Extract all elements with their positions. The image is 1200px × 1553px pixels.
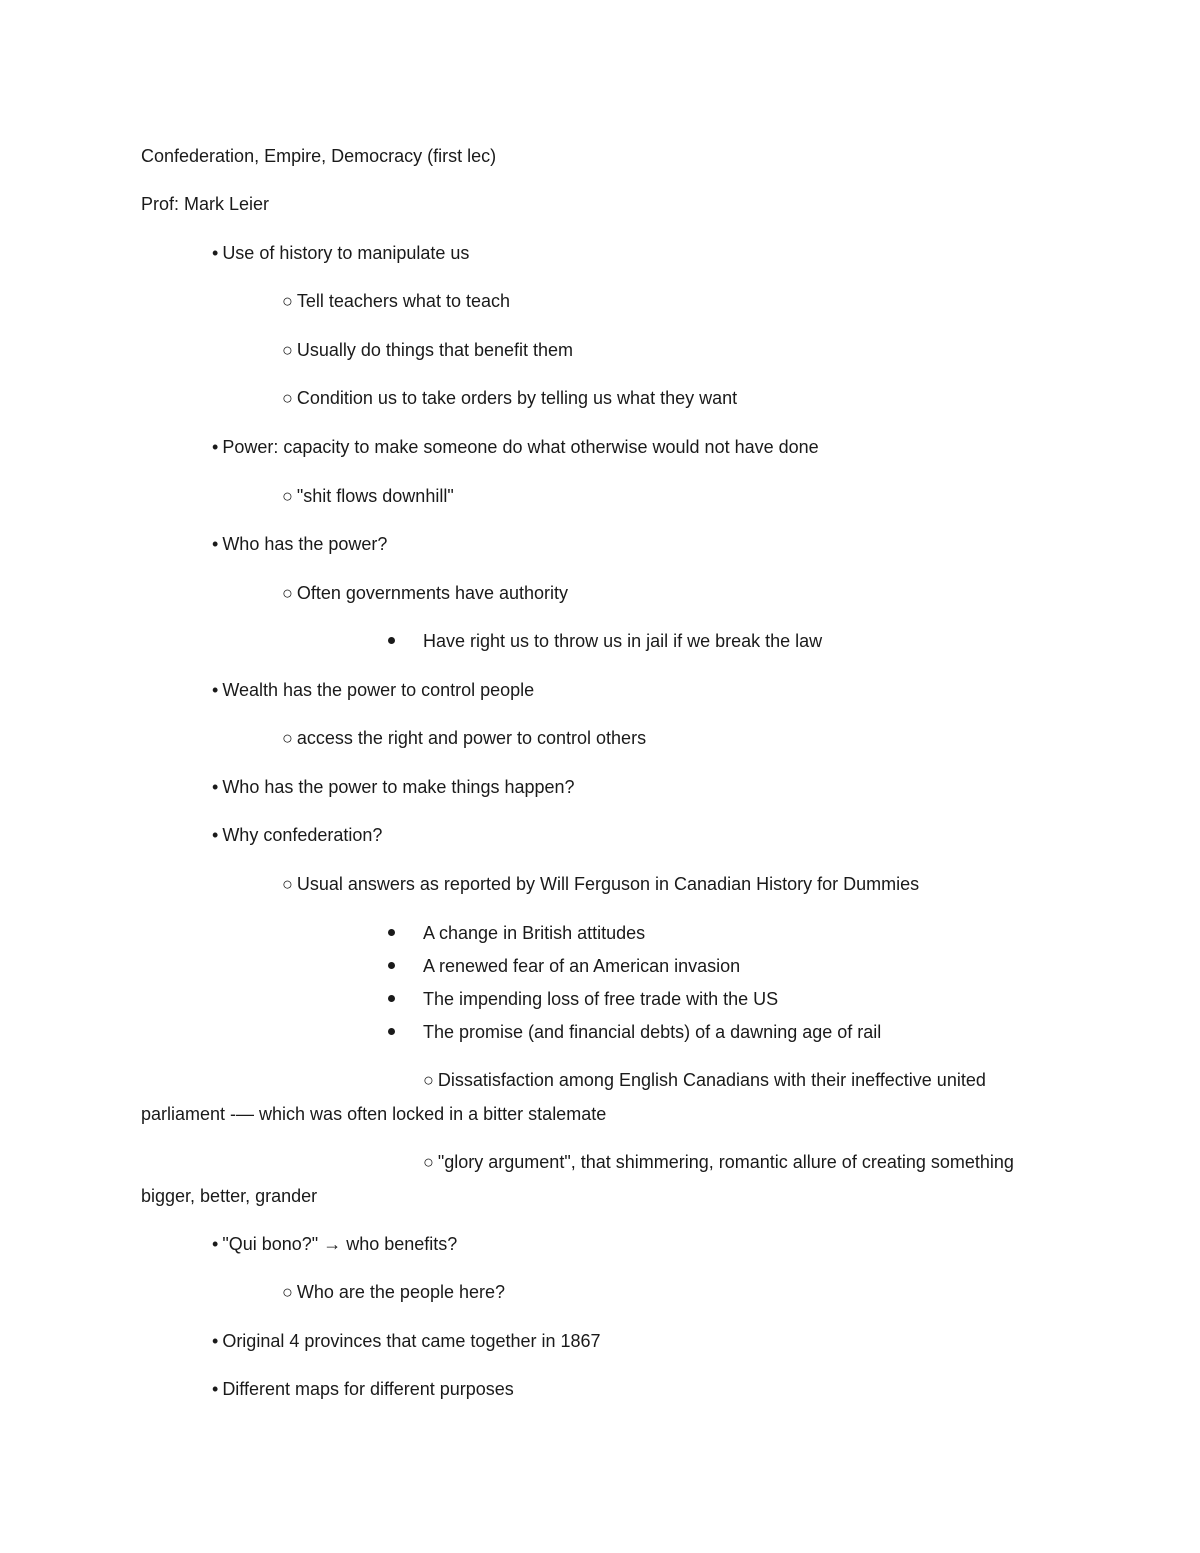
list-item: A renewed fear of an American invasion (423, 956, 741, 976)
list-item: ○ Tell teachers what to teach (282, 291, 510, 311)
bullet-icon: • (212, 243, 219, 263)
arrow-right-icon: → (323, 1234, 342, 1254)
document-title: Confederation, Empire, Democracy (first lec) (141, 146, 497, 166)
bullet-icon: • (212, 777, 219, 797)
list-item: ○ access the right and power to control others (282, 728, 647, 748)
bullet-icon (388, 929, 395, 936)
list-item: • Different maps for different purposes (212, 1379, 514, 1399)
list-item: • Wealth has the power to control people (212, 680, 535, 700)
circle-bullet-icon: ○ (423, 1070, 434, 1090)
list-item: ○ "shit flows downhill" (282, 486, 454, 506)
list-item: Have right us to throw us in jail if we break the law (423, 631, 823, 651)
list-item: • Power: capacity to make someone do what otherwise would not have done (212, 437, 819, 457)
list-item: The impending loss of free trade with the US (423, 989, 779, 1009)
list-item: The promise (and financial debts) of a dawning age of rail (423, 1022, 882, 1042)
circle-bullet-icon: ○ (282, 388, 293, 408)
list-item: A change in British attitudes (423, 923, 646, 943)
bullet-icon: • (212, 680, 219, 700)
list-item: • Who has the power? (212, 534, 388, 554)
list-item: ○ Who are the people here? (282, 1282, 506, 1302)
bullet-icon: • (212, 1331, 219, 1351)
list-item: ○ Usual answers as reported by Will Ferguson in Canadian History for Dummies (282, 874, 920, 894)
bullet-icon: • (212, 1234, 219, 1254)
circle-bullet-icon: ○ (282, 1282, 293, 1302)
circle-bullet-icon: ○ (282, 486, 293, 506)
circle-bullet-icon: ○ (282, 340, 293, 360)
list-item: ○ "glory argument", that shimmering, romantic allure of creating something bigger, better, grander (141, 1145, 1031, 1213)
bullet-icon: • (212, 825, 219, 845)
list-item: ○ Dissatisfaction among English Canadians with their ineffective united parliament -— which was often locked in a bitter stalemate (141, 1063, 1041, 1131)
list-item: ○ Condition us to take orders by telling us what they want (282, 388, 738, 408)
bullet-icon: • (212, 534, 219, 554)
bullet-icon: • (212, 1379, 219, 1399)
list-item: • Why confederation? (212, 825, 383, 845)
list-item: • "Qui bono?" → who benefits? (212, 1234, 458, 1254)
circle-bullet-icon: ○ (282, 874, 293, 894)
circle-bullet-icon: ○ (423, 1152, 434, 1172)
list-item: • Who has the power to make things happen? (212, 777, 575, 797)
professor-line: Prof: Mark Leier (141, 194, 270, 214)
bullet-icon (388, 1028, 395, 1035)
list-item: • Use of history to manipulate us (212, 243, 470, 263)
bullet-icon (388, 995, 395, 1002)
bullet-icon (388, 962, 395, 969)
bullet-icon: • (212, 437, 219, 457)
list-item: ○ Usually do things that benefit them (282, 340, 574, 360)
list-item: ○ Often governments have authority (282, 583, 569, 603)
bullet-icon (388, 637, 395, 644)
circle-bullet-icon: ○ (282, 728, 293, 748)
list-item: • Original 4 provinces that came together in 1867 (212, 1331, 601, 1351)
circle-bullet-icon: ○ (282, 583, 293, 603)
circle-bullet-icon: ○ (282, 291, 293, 311)
